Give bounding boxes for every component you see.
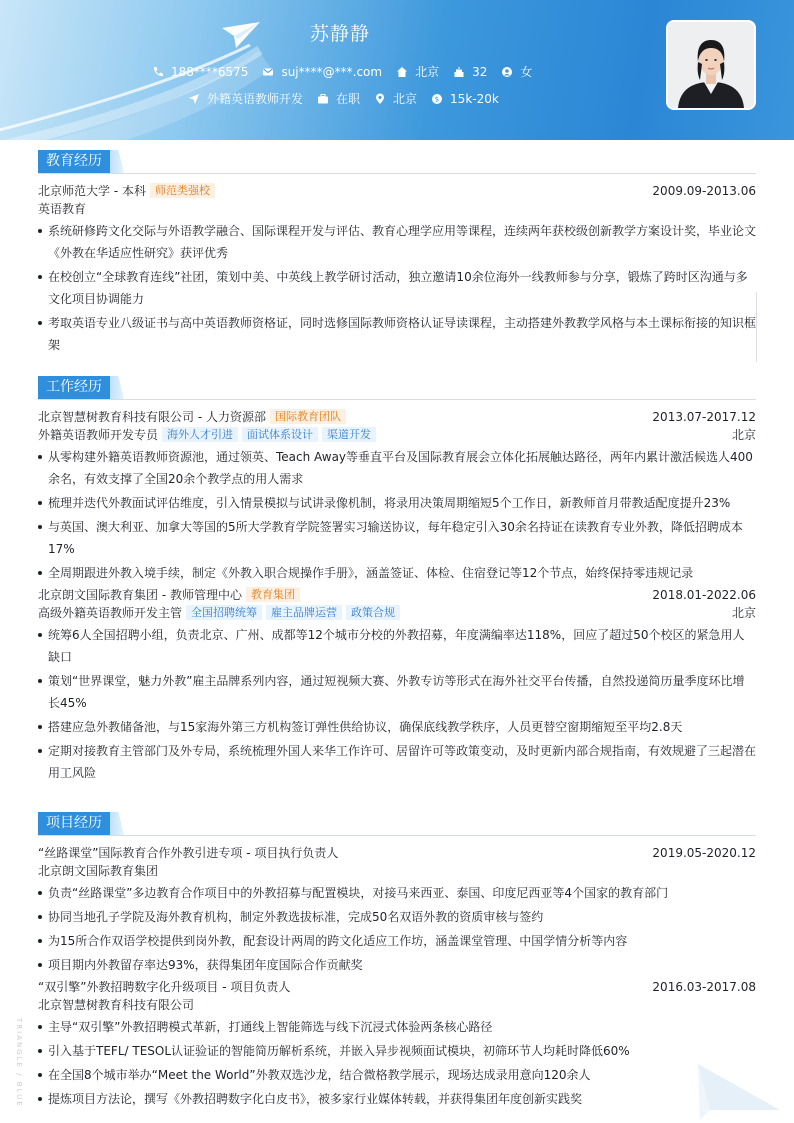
skill-tag: 全国招聘统筹 bbox=[186, 605, 262, 620]
phone-number: 188****6575 bbox=[171, 64, 249, 79]
education-bullets bbox=[38, 220, 756, 356]
contact-row bbox=[152, 63, 546, 80]
job-location: 北京 bbox=[731, 606, 756, 620]
gender-item bbox=[501, 63, 532, 80]
list-item: 系统研修跨文化交际与外语教学融合、国际课程开发与评估、教育心理学应用等课程，连续两年获校级创新教学方案设计奖，毕业论文《外教在华适应性研究》获评优秀 bbox=[38, 220, 756, 264]
education-section bbox=[38, 150, 756, 358]
skill-tag: 渠道开发 bbox=[322, 427, 376, 442]
project-date: 2019.05-2020.12 bbox=[652, 846, 756, 860]
skill-tag: 政策合规 bbox=[346, 605, 400, 620]
list-item: 协同当地孔子学院及海外教育机构，制定外教选拔标准，完成50名双语外教的资质审核与签约 bbox=[38, 906, 756, 928]
job-company-line bbox=[38, 408, 756, 426]
svg-text:$: $ bbox=[434, 95, 440, 103]
title-tail-decoration bbox=[110, 376, 124, 399]
job-company-line bbox=[38, 586, 756, 604]
city-item bbox=[396, 63, 439, 80]
job-intention-row bbox=[188, 90, 513, 107]
list-item: 主导“双引擎”外教招聘模式革新，打通线上智能筛选与线下沉浸式体验两条核心路径 bbox=[38, 1016, 756, 1038]
list-item: 在全国8个城市举办“Meet the World”外教双选沙龙，结合微格教学展示，现场达成录用意向120余人 bbox=[38, 1064, 756, 1086]
target-job: 外籍英语教师开发 bbox=[207, 92, 304, 106]
age-item bbox=[453, 65, 487, 79]
project-org: 北京智慧树教育科技有限公司 bbox=[38, 998, 195, 1012]
project-org: 北京朗文国际教育集团 bbox=[38, 864, 159, 878]
list-item: 项目期内外教留存率达93%，获得集团年度国际合作贡献奖 bbox=[38, 954, 756, 976]
work-section bbox=[38, 376, 756, 786]
send-icon bbox=[188, 93, 200, 105]
list-item: 引入基于TEFL/ TESOL认证验证的智能简历解析系统，并嵌入异步视频面试模块，初筛环节人均耗时降低60% bbox=[38, 1040, 756, 1062]
section-title: 项目经历 bbox=[38, 812, 110, 835]
project-name: “双引擎”外教招聘数字化升级项目 - 项目负责人 bbox=[38, 980, 291, 994]
avatar-portrait bbox=[668, 22, 754, 108]
project-name: “丝路课堂”国际教育合作外教引进专项 - 项目执行负责人 bbox=[38, 846, 339, 860]
email-icon bbox=[262, 66, 274, 78]
education-date: 2009.09-2013.06 bbox=[652, 184, 756, 198]
title-tail-decoration bbox=[110, 150, 124, 173]
skill-tag: 面试体系设计 bbox=[242, 427, 318, 442]
major: 英语教育 bbox=[38, 202, 87, 216]
job-position-line bbox=[38, 426, 756, 444]
status-item bbox=[317, 90, 360, 107]
project-date: 2016.03-2017.08 bbox=[652, 980, 756, 994]
brand-watermark: TRIANGLE / BLUE bbox=[15, 1018, 23, 1108]
list-item: 提炼项目方法论，撰写《外教招聘数字化白皮书》，被多家行业媒体转载，并获得集团年度创新实践奖 bbox=[38, 1088, 756, 1110]
list-item: 与英国、澳大利亚、加拿大等国的5所大学教育学院签署实习输送协议，每年稳定引入30余名持证在读教育专业外教，降低招聘成本17% bbox=[38, 516, 756, 560]
position-title: 外籍英语教师开发专员 bbox=[38, 428, 159, 442]
company-name: 北京朗文国际教育集团 - 教师管理中心 bbox=[38, 588, 242, 602]
company-name: 北京智慧树教育科技有限公司 - 人力资源部 bbox=[38, 410, 266, 424]
list-item: 在校创立“全球教育连线”社团，策划中美、中英线上教学研讨活动，独立邀请10余位海外一线教师参与分享，锻炼了跨时区沟通与多文化项目协调能力 bbox=[38, 266, 756, 310]
education-school-line bbox=[38, 182, 756, 200]
project-bullets bbox=[38, 1016, 756, 1110]
expected-salary: 15k-20k bbox=[450, 91, 499, 106]
target-city-item bbox=[374, 90, 417, 107]
job-status: 在职 bbox=[336, 92, 361, 106]
education-section-header bbox=[38, 150, 756, 174]
phone-item bbox=[152, 65, 248, 79]
list-item: 梳理并迭代外教面试评估维度，引入情景模拟与试讲录像机制，将录用决策周期缩短5个工作日，新教师首月带教适配度提升23% bbox=[38, 492, 756, 514]
profile-photo bbox=[666, 20, 756, 110]
section-title: 教育经历 bbox=[38, 150, 110, 173]
list-item: 定期对接教育主管部门及外专局，系统梳理外国人来华工作许可、居留许可等政策变动，及时更新内部合规指南，有效规避了三起潜在用工风险 bbox=[38, 740, 756, 784]
phone-icon bbox=[152, 66, 164, 78]
project-bullets bbox=[38, 882, 756, 976]
title-tail-decoration bbox=[110, 812, 124, 835]
list-item: 负责“丝路课堂”多边教育合作项目中的外教招募与配置模块，对接马来西亚、泰国、印度尼西亚等4个国家的教育部门 bbox=[38, 882, 756, 904]
gender: 女 bbox=[520, 65, 533, 79]
list-item: 搭建应急外教储备池，与15家海外第三方机构签订弹性供给协议，确保底线教学秩序，人员更替空窗期缩短至平均2.8天 bbox=[38, 716, 756, 738]
project-name-line bbox=[38, 844, 756, 862]
user-circle-icon bbox=[501, 66, 513, 78]
project-name-line bbox=[38, 978, 756, 996]
age: 32 bbox=[472, 64, 488, 79]
job-date: 2013.07-2017.12 bbox=[652, 410, 756, 424]
list-item: 为15所合作双语学校提供到岗外教，配套设计两周的跨文化适应工作坊，涵盖课堂管理、中国学情分析等内容 bbox=[38, 930, 756, 952]
corner-triangle-decoration bbox=[690, 1060, 794, 1123]
briefcase-icon bbox=[317, 93, 329, 105]
list-item: 统筹6人全国招聘小组，负责北京、广州、成都等12个城市分校的外教招募，年度满编率达118%，回应了超过50个校区的紧急用人缺口 bbox=[38, 624, 756, 668]
target-job-item bbox=[188, 90, 303, 107]
candidate-name: 苏静静 bbox=[310, 23, 371, 45]
salary-item bbox=[431, 92, 499, 106]
projects-section bbox=[38, 812, 756, 1112]
home-icon bbox=[396, 66, 408, 78]
list-item: 考取英语专业八级证书与高中英语教师资格证，同时选修国际教师资格认证导读课程，主动搭建外教教学风格与本土课标衔接的知识框架 bbox=[38, 312, 756, 356]
target-city: 北京 bbox=[393, 92, 418, 106]
job-bullets bbox=[38, 624, 756, 784]
location-pin-icon bbox=[374, 93, 386, 105]
position-title: 高级外籍英语教师开发主管 bbox=[38, 606, 183, 620]
job-position-line bbox=[38, 604, 756, 622]
school-badge: 师范类强校 bbox=[150, 183, 215, 198]
coin-icon bbox=[431, 93, 443, 105]
list-item: 策划“世界课堂，魅力外教”雇主品牌系列内容，通过短视频大赛、外教专访等形式在海外社交平台传播，自然投递简历量季度环比增长45% bbox=[38, 670, 756, 714]
company-badge: 教育集团 bbox=[246, 587, 300, 602]
job-date: 2018.01-2022.06 bbox=[652, 588, 756, 602]
skill-tag: 雇主品牌运营 bbox=[266, 605, 342, 620]
divider bbox=[756, 292, 757, 362]
email-address: suj****@***.com bbox=[281, 64, 383, 79]
job-bullets bbox=[38, 446, 756, 584]
paper-plane-icon bbox=[222, 22, 260, 48]
company-badge: 国际教育团队 bbox=[270, 409, 346, 424]
cake-icon bbox=[453, 66, 465, 78]
skill-tag: 海外人才引进 bbox=[162, 427, 238, 442]
work-section-header bbox=[38, 376, 756, 400]
list-item: 从零构建外籍英语教师资源池，通过领英、Teach Away等垂直平台及国际教育展会立体化拓展触达路径，两年内累计激活候选人400余名，有效支撑了全国20余个教学点的用人需求 bbox=[38, 446, 756, 490]
email-item bbox=[262, 65, 382, 79]
list-item: 全周期跟进外教入境手续，制定《外教入职合规操作手册》，涵盖签证、体检、住宿登记等12个节点，始终保持零违规记录 bbox=[38, 562, 756, 584]
job-location: 北京 bbox=[731, 428, 756, 442]
school-name: 北京师范大学 - 本科 bbox=[38, 184, 146, 198]
city: 北京 bbox=[415, 65, 440, 79]
projects-section-header bbox=[38, 812, 756, 836]
section-title: 工作经历 bbox=[38, 376, 110, 399]
